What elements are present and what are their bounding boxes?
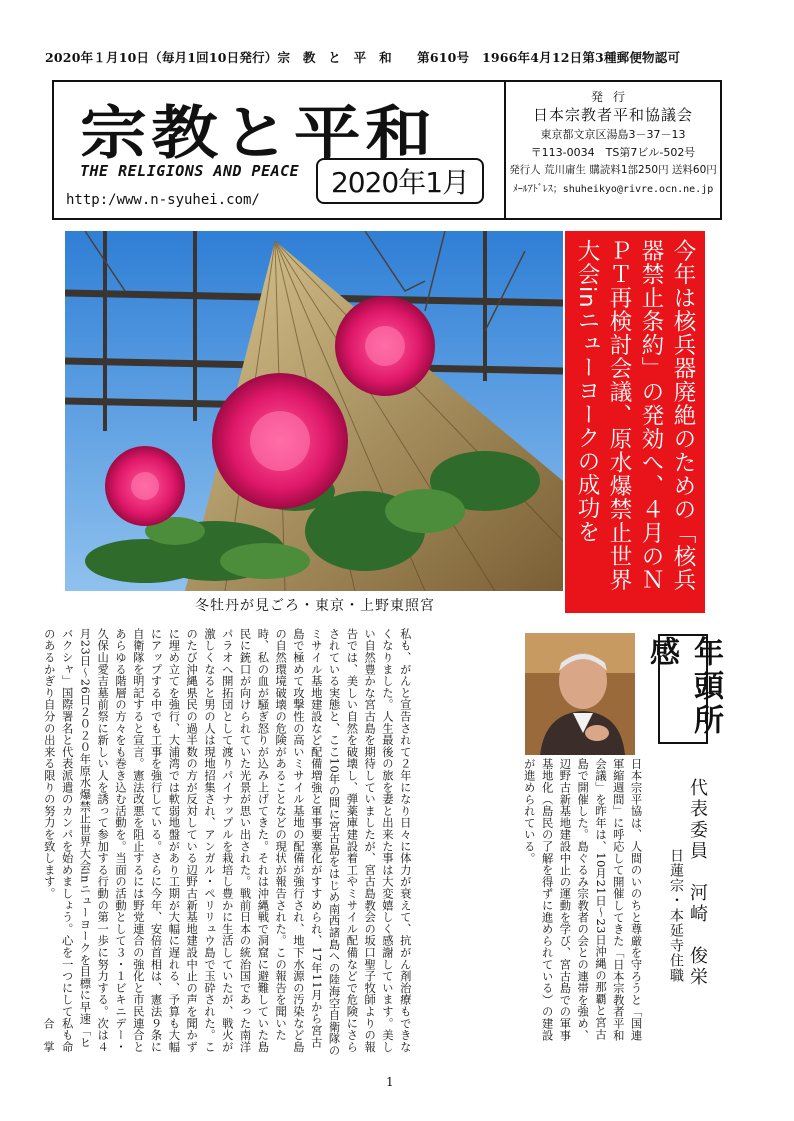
- issue-date-box: 2020年1月: [316, 158, 484, 204]
- address-line-2: 〒113-0034 TS第7ビル-502号: [530, 146, 696, 159]
- article-intro-text: 日本宗平協は、人間のいのちと尊厳を守ろうと「国連軍縮週間」に呼応して開催してきた「日本宗教者平和会議」を昨年は、10月21日～23日沖縄の那覇と宮古島で開催した。島ぐるみ宗教者の会との連帯を強め、辺野古新基地建設中止の運動を学び、宮古島での軍事基地化（島民の了解を得ずに進められている）の建設が進められている。: [522, 758, 643, 1042]
- newspaper-title-english: THE RELIGIONS AND PEACE: [80, 162, 300, 180]
- author-affiliation: 日蓮宗・本延寺住職: [668, 848, 684, 983]
- peony-photo: [65, 231, 563, 591]
- article-body-text: 私も、がんと宣告されて２年になり日々に体力が衰えて、抗がん剤治療もできなくなりました。人生最後の旅を妻と出来た事は大変嬉しく感謝しています。美しい自然豊かな宮古島を期待していましたが、宮古島教会の坂口聖子牧師よりの報告では、美しい自然を破壊し、弾薬庫建設着工やミサイル配備などで危険にさらされている実態と、ここ10年の間に宮古島をはじめ南西諸島への陸海空自衛隊のミサイル基地建設など配備増強と軍事要塞化がすすめられ、17年11月から宮古島で極めて攻撃性の高いミサイル基地の配備が強行され、地下水源の汚染など島の自然環境破壊の危険があることなどの現状が報告された。この報告を聞いた時、私の血が騒ぎ怒りが込み上げてきた。それは沖縄戦で洞窟に避難していた島民に銃口が向けられていた光景が思い出された。戦前日本の統治国であった南洋パラオへ開拓団として渡りパイナップルを栽培し豊かに生活していたが、戦火が激しくなると男の人は現地招集され、アンガル・ペリリュウ島で玉砕された。このたび沖縄県民の過半数の方が反対している辺野古新基地建設中止の声を聞かずに埋め立てを強行、大浦湾では軟弱地盤があり工期が大幅に遅れる、予算も大幅にアップする中でも工事を強行している。さらに今年、安倍首相は、憲法９条に自衛隊を明記すると宣言。憲法改悪を阻止するには野党連合の強化と市民連合とあらゆる階層の方々をも巻き込む活動を。当面の活動として３・１ビキニデー・久保山愛吉墓前祭に新しい人を誘って参加する行動の第一歩に努力する。次は４月23日～26日２０２０年原水爆禁止世界大会inニューヨークを目標に早速「ヒバクシャ」国際署名と代表派遣のカンパを始めましょう。心を一つにして私も命のあるかぎり自分の出来る限りの努力を致します。: [42, 628, 412, 1057]
- author-name: 代表委員 河崎 俊栄: [687, 778, 708, 988]
- publisher-label: 発行: [590, 90, 635, 104]
- masthead-title-area: [54, 82, 506, 218]
- peony-photo-illustration: [65, 231, 563, 591]
- organization-name: 日本宗教者平和協議会: [532, 106, 693, 124]
- photo-caption: 冬牡丹が見ごろ・東京・上野東照宮: [195, 598, 435, 614]
- article-heading-box: 年頭所感: [658, 634, 708, 744]
- closing-gassho: 合掌: [42, 1018, 55, 1064]
- headline-text: 今年は核兵器廃絶のための「核兵器禁止条約」の発効へ、４月のＮＰＴ再検討会議、原水爆禁止世界大会inニューヨークの成功を: [574, 239, 696, 592]
- email-address[interactable]: ﾒｰﾙｱﾄﾞﾚｽ；shuheikyo@rivre.ocn.ne.jp: [512, 184, 714, 195]
- publication-info-line: 2020年１月10日（毎月1回10日発行）宗 教 と 平 和 第610号 1966年4月12日第3種郵便物認可: [45, 50, 681, 65]
- publisher-info: [506, 82, 720, 218]
- author-portrait: [525, 633, 635, 755]
- masthead: [52, 80, 722, 220]
- page-number: 1: [386, 1075, 394, 1089]
- article-intro-column: [520, 758, 643, 1058]
- author-block: [654, 778, 710, 1048]
- new-year-message-article: [40, 628, 723, 1068]
- newspaper-title: 宗教と平和: [80, 99, 437, 167]
- article-body-column: [40, 628, 514, 1058]
- headline-box: [565, 231, 705, 613]
- address-line-1: 東京都文京区湯島3－37－13: [540, 128, 686, 141]
- issuer-price-line: 発行人 荒川庸生 購読料1部250円 送料60円: [509, 164, 717, 176]
- author-portrait-illustration: [525, 633, 635, 755]
- website-url[interactable]: http:/www.n-syuhei.com/: [66, 192, 260, 208]
